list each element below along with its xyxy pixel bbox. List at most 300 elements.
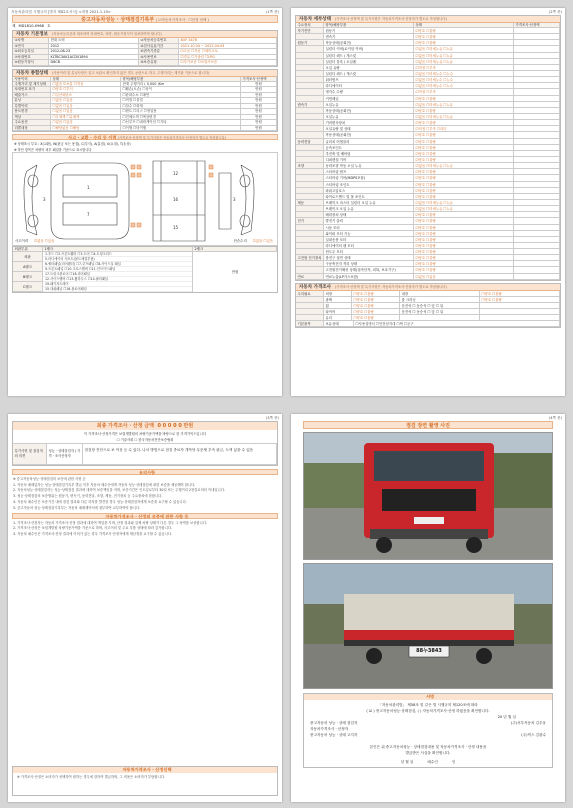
status-label: 리콜대상 bbox=[13, 126, 51, 131]
signer1-label: 중고자동차 성능 · 상태 점검자 bbox=[310, 721, 358, 725]
legend-text: ※ 상태표시 부호 : X(교환), W(판금 또는 용접), C(부식), A(흠집), U(요철), T(손상) bbox=[14, 142, 131, 146]
basic-items-row: 기본품목 보유상태 ☐사용설명서 ☐안전삼각대 ☐잭 ☐공구 bbox=[296, 321, 560, 327]
field-value: 2021.10.04 ~ 2022.04.03 bbox=[179, 44, 277, 49]
detail-category bbox=[296, 243, 324, 248]
simple-repair-value: ☑없음 ☐있음 bbox=[252, 239, 273, 243]
detail-status: ☑양호 ☐불량 bbox=[414, 261, 514, 266]
detail-item: 작동상태(공회전) bbox=[324, 132, 414, 137]
status-value: ☐없음 ☐있음 bbox=[51, 109, 121, 114]
detail-status: ☑없음 ☐미세누유 ☐누유 bbox=[414, 200, 514, 205]
detail-amount bbox=[514, 169, 560, 174]
detail-category bbox=[296, 157, 324, 162]
detail-item: 브레이크 오일 누유 bbox=[324, 206, 414, 211]
detail-status: ☑양호 ☐불량 bbox=[414, 237, 514, 242]
simple-repair-label: 단순수리 bbox=[233, 239, 247, 243]
detail-status: ☑적정 ☐부족 bbox=[414, 89, 514, 94]
section-title: 사고 · 교환 · 수리 등 이력 (가격조사·산정액 및 특기사항은 자동차가격조사·산정자가 별도로 작성합니다) bbox=[12, 134, 278, 140]
detail-status: ☑양호 ☐불량 bbox=[414, 96, 514, 101]
detail-item: 추진축 및 베어링 bbox=[324, 151, 414, 156]
detail-status: ☑없음 ☐미세누유 ☐누유 bbox=[414, 53, 514, 58]
status-amount: 만원 bbox=[241, 120, 277, 125]
notice2-paragraph: 3. 자동차 매수인은 가격조사·산정 결과에 이의가 있는 경우 가격조사·산정자에게 재산정을 요구할 수 있습니다. bbox=[13, 532, 172, 537]
detail-amount bbox=[514, 267, 560, 272]
detail-category: 제동 bbox=[296, 200, 324, 205]
status-amount: 만원 bbox=[241, 109, 277, 114]
detail-category: 조향 bbox=[296, 163, 324, 168]
exterior-item: 12.사이드멤버 ☐13.휠하우스 ☐14.필러패널 bbox=[43, 277, 192, 282]
status-item: ☐이행 ☐미이행 bbox=[121, 126, 241, 131]
field-label: ⑧사용연료 bbox=[139, 55, 179, 60]
section-title: 자동차 기본정보 (자동차등록증과 대조하여 차대번호, 차명, 원동기형식이 일치하여야 합니다) bbox=[13, 31, 277, 38]
status-label: 차대번호 표기 bbox=[13, 87, 51, 92]
detail-amount bbox=[514, 71, 560, 76]
form-title: 중고자동차성능 · 상태점검기록부 ( ☑자동차가격조사 · ☐산정 선택 ) bbox=[12, 15, 278, 23]
detail-item: 오일누유 bbox=[324, 102, 414, 107]
svg-text:15: 15 bbox=[173, 225, 179, 230]
detail-amount bbox=[514, 89, 560, 94]
detail-status: ☑양호 ☐불량 bbox=[414, 169, 514, 174]
notice-paragraph: 3. 성능·상태점검의 보증범위는 원동기, 변속기, 동력전달, 조향, 제동, 전기장치 등 주요장치에 한합니다. bbox=[13, 494, 163, 499]
detail-category bbox=[296, 169, 324, 174]
detail-category bbox=[296, 194, 324, 199]
status-section bbox=[12, 69, 278, 133]
detail-amount bbox=[514, 212, 560, 217]
law-text: 「자동차관리법」 제58조 및 같은 법 시행규칙 제120조에 따라 bbox=[378, 703, 478, 707]
status-value: ☐없음 ☐있음 bbox=[51, 104, 121, 109]
detail-amount bbox=[514, 46, 560, 51]
signer2-label: 자동차가격조사 · 산정자 bbox=[310, 727, 349, 731]
legend-subtext: ※ 하단 항목은 차량의 외부 패널을 기준으로 표시합니다 bbox=[14, 148, 92, 152]
detail-amount bbox=[514, 163, 560, 168]
detail-item: 실린더 블록 / 오일팬 bbox=[324, 59, 414, 64]
receipt-text-2: 발급받은 사실을 확인합니다. bbox=[405, 751, 451, 755]
detail-category: 자기진단 bbox=[296, 28, 324, 33]
detail-status: ☑양호 ☐불량 bbox=[414, 139, 514, 144]
detail-status: ☑없음 ☐미세누유 ☐누유 bbox=[414, 163, 514, 168]
notice-paragraph: 1. 자동차 매매업자는 성능·상태점검기록부 발급 이후 자동차 매수인에게 자동차 성능·상태점검에 대한 보증을 제공해야 합니다. bbox=[13, 482, 196, 487]
status-amount: 만원 bbox=[241, 115, 277, 120]
price-status: ☐양호 ☐불량 bbox=[352, 303, 400, 308]
detail-status: ☑양호 ☐불량 bbox=[414, 231, 514, 236]
detail-item: 라디에이터 bbox=[324, 83, 414, 88]
buyer-label: 매수인 bbox=[427, 760, 438, 764]
detail-item: 연료누출(LP가스포함) bbox=[324, 274, 414, 279]
detail-item: 윈도우 모터 bbox=[324, 249, 414, 254]
notice-paragraph: 5. 중고자동차 성능·상태점검기록부는 자동차 매매계약서에 첨부하여 교부하여야 합니다. bbox=[13, 505, 141, 510]
detail-category bbox=[296, 83, 324, 88]
status-value: ☐없음 ☐있음 bbox=[51, 98, 121, 103]
detail-amount bbox=[514, 83, 560, 88]
price-status: ☐양호 ☐불량 bbox=[352, 291, 400, 296]
doc-number: 제 MD1810-0968 호 bbox=[12, 24, 51, 28]
detail-category bbox=[296, 145, 324, 150]
price-item: 광택 bbox=[324, 297, 352, 302]
detail-amount bbox=[514, 77, 560, 82]
detail-category: 전기 bbox=[296, 218, 324, 223]
detail-status: ☑양호 ☐불량 bbox=[414, 28, 514, 33]
price-status-2 bbox=[480, 303, 560, 308]
signer1-value: (주)서부자동차 김우웅 bbox=[510, 721, 546, 725]
detail-item: 변속기 bbox=[324, 34, 414, 39]
detail-category bbox=[296, 126, 324, 131]
detail-status: ☑적정 ☐부족 ☐과다 bbox=[414, 126, 514, 131]
status-label: 주요옵션 bbox=[13, 120, 51, 125]
basic-info-table bbox=[13, 38, 277, 66]
detail-amount bbox=[514, 157, 560, 162]
detail-amount bbox=[514, 182, 560, 187]
car-panel-diagram-icon bbox=[13, 153, 278, 247]
detail-item: 오일 유량 bbox=[324, 65, 414, 70]
detail-status: ☑양호 ☐불량 bbox=[414, 145, 514, 150]
truck-front-photo-icon bbox=[304, 433, 552, 560]
detail-amount bbox=[514, 65, 560, 70]
signature-section: 서명 「자동차관리법」 제58조 및 같은 법 시행규칙 제120조에 따라 ( ☑ ) 중고자동차성능·상태점검, ( ) 자동차가격조사·산정 하였음을 확인합니다. 20 년 월 일 중고자동차 성능 · 상태 점검자 (주)서부자동차 김우웅 자동차가격조사 · 산정자 중고자동차 성능 · 상태 고지자 (주)빅스 김광수 본인은 위 중고자동차성능 · 상태점검내용 및 자동차가격조사 · 산정 내용을 발급받은 사실을 확인합니다. 년 월 일 매수인 인 bbox=[303, 693, 553, 768]
detail-amount bbox=[514, 139, 560, 144]
detail-item: 라디에이터 팬 모터 bbox=[324, 243, 414, 248]
detail-item: 와이퍼 모터 기능 bbox=[324, 231, 414, 236]
detail-status: ☑양호 ☐불량 bbox=[414, 120, 514, 125]
page-1 bbox=[8, 8, 282, 396]
accident-history-label: 사고이력 bbox=[15, 239, 29, 243]
detail-category bbox=[296, 65, 324, 70]
status-value: ☐없음 ☐있음 bbox=[51, 120, 121, 125]
certification-text: ( ☑ ) 중고자동차성능·상태점검, ( ) 자동차가격조사·산정 하였음을 확인합니다. bbox=[366, 709, 490, 713]
signer3-label: 중고자동차 성능 · 상태 고지자 bbox=[310, 733, 358, 737]
detail-item: 충전구 절연 상태 bbox=[324, 255, 414, 260]
detail-status: ☑양호 ☐불량 bbox=[414, 40, 514, 45]
svg-text:3: 3 bbox=[43, 197, 46, 202]
detail-category bbox=[296, 212, 324, 217]
detail-amount bbox=[514, 261, 560, 266]
status-label: 배출가스 bbox=[13, 93, 51, 98]
detail-category bbox=[296, 237, 324, 242]
detail-amount bbox=[514, 255, 560, 260]
detail-category: 동력전달 bbox=[296, 139, 324, 144]
field-label: ①차명 bbox=[13, 38, 49, 43]
exterior-item: 5.라디에이터 서포트(볼트체결부품) bbox=[43, 257, 192, 262]
detail-status: ☑없음 ☐미세누유 ☐누유 bbox=[414, 59, 514, 64]
exterior-item: 6.쿼터패널(리어펜더) ☐7.루프패널 ☐8.사이드실 패널 bbox=[43, 262, 192, 267]
notice-text bbox=[8, 477, 282, 510]
detail-status: ☑양호 ☐불량 bbox=[414, 108, 514, 113]
detail-status: ☑양호 ☐불량 bbox=[414, 157, 514, 162]
detail-amount bbox=[514, 225, 560, 230]
detail-amount bbox=[514, 206, 560, 211]
final-note: 이 가격조사·산정가격은 보험개발원의 차량기준가액을 바탕으로 한 가격가이드입니다 bbox=[84, 432, 206, 436]
field-value: D6CB bbox=[49, 60, 139, 65]
field-value: KLTBC3AK1ACD01894 bbox=[49, 55, 139, 60]
detail-category bbox=[296, 267, 324, 272]
field-value: ☑수동 ☐자동 ☐세미오토 bbox=[179, 49, 277, 54]
detail-item: 오일유량 및 상태 bbox=[324, 126, 414, 131]
detail-item: 스티어링 조인트 bbox=[324, 182, 414, 187]
price-category: 수리필요 bbox=[296, 291, 324, 296]
status-value: ☐일산화탄소 bbox=[51, 93, 121, 98]
notice-title: 유의사항 bbox=[12, 469, 278, 475]
rank-label: B랭크 bbox=[13, 272, 42, 282]
detail-section bbox=[295, 15, 561, 281]
detail-item: 실린더 헤드 / 개스킷 bbox=[324, 71, 414, 76]
detail-amount bbox=[514, 200, 560, 205]
price-item: 휠 bbox=[324, 303, 352, 308]
status-item: ☐탄화수소 ☐매연 bbox=[121, 93, 241, 98]
svg-text:3: 3 bbox=[233, 197, 236, 202]
status-label: 튜닝 bbox=[13, 98, 51, 103]
detail-category bbox=[296, 151, 324, 156]
detail-amount bbox=[514, 96, 560, 101]
detail-category bbox=[296, 114, 324, 119]
status-amount: 만원 bbox=[241, 126, 277, 131]
detail-item: 스티어링 펌프 bbox=[324, 169, 414, 174]
basic-info-row bbox=[13, 60, 277, 66]
price-status: ☐양호 ☐불량 bbox=[352, 297, 400, 302]
detail-status: ☑없음 ☐미세누유 ☐누유 bbox=[414, 114, 514, 119]
status-item: ☐적법 ☐불법 bbox=[121, 98, 241, 103]
detail-amount bbox=[514, 194, 560, 199]
status-table bbox=[13, 82, 277, 132]
detail-item: 클러치 어셈블리 bbox=[324, 139, 414, 144]
detail-category bbox=[296, 249, 324, 254]
special-notes-row: 특기사항 및 점검자의 의견 성능 · 상태점검자 / 가격 · 조사산정자 점검장 진단으로 보 이상 등 수 있다. 나서 방법으로 점검 종료자 개목당 무문제 부속 판금, 도색 있을 수 있음 bbox=[13, 443, 277, 465]
field-label: ②자동차등록번호 bbox=[139, 38, 179, 43]
detail-status: ☑없음 ☐미세누수 ☐누수 bbox=[414, 71, 514, 76]
detail-item: 고전원전기배선 상태(접속단자, 피복, 보호기구) bbox=[324, 267, 414, 272]
detail-amount bbox=[514, 237, 560, 242]
price-status: ☐양호 ☐불량 bbox=[352, 309, 400, 314]
detail-item: 배력장치 상태 bbox=[324, 212, 414, 217]
status-item: 현재 주행거리 ( 0,000 )Km bbox=[121, 82, 241, 87]
price-item: 유리 bbox=[324, 315, 352, 320]
field-value: 2012 bbox=[49, 44, 139, 49]
notice-paragraph: ※ 중고자동차성능·상태점검의 보증에 관한 사항 등 bbox=[13, 477, 86, 481]
detail-category bbox=[296, 46, 324, 51]
detail-status: ☑양호 ☐불량 bbox=[414, 255, 514, 260]
section-title: 자동차 종합상태 (사용이력 및 튜닝사항은 입고 보관시 확인하지 않은 경우 공란으로 하고, 주행거리는 계기판 기준으로 합니다) bbox=[13, 70, 277, 77]
truck-rear-photo-icon bbox=[304, 564, 552, 689]
notice-paragraph: 4. 자동차 매수인은 보증기간 내에 점검 결과와 다른 하자를 발견한 경우 성능·상태점검자에게 보증을 요구할 수 있습니다. bbox=[13, 499, 187, 504]
truck-front-photo bbox=[303, 432, 553, 560]
detail-category: 변속기 bbox=[296, 102, 324, 107]
detail-item: 파워고압호스 bbox=[324, 188, 414, 193]
detail-status: ☑양호 ☐불량 bbox=[414, 194, 514, 199]
photo-title: 점검 장면 촬영 사진 bbox=[303, 421, 553, 429]
detail-amount bbox=[514, 34, 560, 39]
status-value: ☐많음 ☑보통 ☐적음 bbox=[51, 82, 121, 87]
field-value: 현대 트럭 bbox=[49, 38, 139, 43]
seal-text: 인 bbox=[451, 760, 456, 764]
detail-status: ☑없음 ☐미세누수 ☐누수 bbox=[414, 77, 514, 82]
detail-category bbox=[296, 77, 324, 82]
price-category bbox=[296, 297, 324, 302]
field-label: ⑦차대번호 bbox=[13, 55, 49, 60]
detail-item: 오일누유 bbox=[324, 114, 414, 119]
detail-status: ☑양호 ☐불량 bbox=[414, 132, 514, 137]
price-survey-selection: 자동차가격조사 · 산정선택 ※ 가격조사·산정은 소비자가 선택하여 원하는 경우에 한하여 발급하며, 그 비용은 소비자가 부담합니다. bbox=[12, 766, 278, 796]
license-plate: 88누3843 bbox=[416, 648, 442, 654]
notice2-paragraph: 2. 가격조사·산정은 보험개발원 차량기준가액을 기준으로 하며, 사고이력 및 주요 부품 상태에 따라 감가합니다. bbox=[13, 526, 172, 531]
detail-item: 발전기 출력 bbox=[324, 218, 414, 223]
status-value: ☑양호 ☐부식 bbox=[51, 87, 121, 92]
status-row bbox=[13, 126, 277, 132]
field-label: ③연식 bbox=[13, 44, 49, 49]
receipt-text: 본인은 위 중고자동차성능 · 상태점검내용 및 자동차가격조사 · 산정 내용을 bbox=[369, 745, 487, 749]
status-amount: 만원 bbox=[241, 98, 277, 103]
status-label: 특별이력 bbox=[13, 104, 51, 109]
detail-status: ☑양호 ☐불량 bbox=[414, 225, 514, 230]
detail-item: 원동기 bbox=[324, 28, 414, 33]
detail-status: ☑양호 ☐불량 bbox=[414, 151, 514, 156]
price-item: 타이어 bbox=[324, 309, 352, 314]
detail-item: 워터펌프 bbox=[324, 77, 414, 82]
field-label: ⑩보증유형 bbox=[139, 60, 179, 65]
detail-item: 실린더 헤드 / 개스킷 bbox=[324, 53, 414, 58]
detail-amount bbox=[514, 274, 560, 279]
detail-category bbox=[296, 231, 324, 236]
detail-item: 디퍼렌셜 기어 bbox=[324, 157, 414, 162]
status-item: ☐렌트 ☐리스 ☐영업용 bbox=[121, 109, 241, 114]
status-value: ☐해당없음 ☐해당 bbox=[51, 126, 121, 131]
notice-paragraph: 2. 자동차성능·상태점검자는 성능·상태점검 결과에 대하여 보증책임을 지며, 보증기간은 인도일로부터 30일 또는 주행거리 2천킬로미터 이내입니다. bbox=[13, 488, 225, 493]
detail-amount bbox=[514, 145, 560, 150]
detail-amount bbox=[514, 59, 560, 64]
detail-status: ☑없음 ☐미세누유 ☐누유 bbox=[414, 206, 514, 211]
exterior-item: 15.대쉬패널 ☐16.플로어패널 bbox=[43, 287, 192, 292]
field-value: ☑경유 ☐가솔린 ☐LPG bbox=[179, 55, 277, 60]
notice2-paragraph: 1. 가격조사·산정자는 자동차 가격조사·산정 결과에 대하여 책임을 지며, 산정 결과와 실제 차량 상태가 다른 경우 그 차액을 보상합니다. bbox=[13, 520, 207, 525]
exterior-amount: 만원 bbox=[231, 269, 239, 274]
signer3-value: (주)빅스 김광수 bbox=[521, 733, 546, 737]
special-notes-text: 점검장 진단으로 보 이상 등 수 있다. 나서 방법으로 점검 종료자 개목당 무문제 부속 판금, 도색 있을 수 있음 bbox=[83, 444, 277, 464]
price-item-2: 운전석 ☐ 동승석 ☐ 앞 ☐ 뒤 bbox=[400, 303, 480, 308]
detail-item: 시동 모터 bbox=[324, 225, 414, 230]
field-label: ⑤최초등록일 bbox=[13, 49, 49, 54]
detail-status: ☑양호 ☐불량 bbox=[414, 182, 514, 187]
detail-amount bbox=[514, 218, 560, 223]
status-item: ☐침수 ☐화재 bbox=[121, 104, 241, 109]
exterior-panel-table: 외판부위 1랭크 2랭크 외판 A랭크 B랭크 C랭크 1.후드 ☐2.프론트휀더 ☐3.도어 ☐4.트렁크리드 5.라디에이터 서포트(볼트체결부품) 6.쿼터패널(리어펜더) ☐7.루프패널 ☐8.사이드실 패널 9.프론트패널 ☐10.크로스멤버 ☐11.인사이드패널 17.트렁크플로어 ☐18.리어패널 12.사이드멤버 ☐13.휠하우스 ☐14.필러패널 19.패키지트레이 15.대쉬패널 ☐16.플로어패널 만원 bbox=[12, 246, 278, 293]
field-label: ④검사유효기간 bbox=[139, 44, 179, 49]
exterior-item: 9.프론트패널 ☐10.크로스멤버 ☐11.인사이드패널 bbox=[43, 267, 192, 272]
detail-status: ☑양호 ☐불량 bbox=[414, 212, 514, 217]
detail-status: ☑양호 ☐불량 bbox=[414, 34, 514, 39]
basic-info-section bbox=[12, 30, 278, 67]
price-status-2: ☐양호 ☐불량 bbox=[480, 291, 560, 296]
rank-label: 외판 bbox=[13, 252, 42, 262]
detail-category bbox=[296, 225, 324, 230]
detail-category: 고전원 전기장치 bbox=[296, 255, 324, 260]
price-item-2: 운전석 ☐ 동승석 ☐ 앞 ☐ 뒤 bbox=[400, 309, 480, 314]
status-label: 주행거리 및 계기상태 bbox=[13, 82, 51, 87]
price-category bbox=[296, 315, 324, 320]
detail-category bbox=[296, 59, 324, 64]
detail-amount bbox=[514, 231, 560, 236]
detail-status: ☑없음 ☐미세누유 ☐누유 bbox=[414, 102, 514, 107]
page-2 bbox=[291, 8, 565, 396]
car-diagram bbox=[12, 152, 278, 246]
price-status-2 bbox=[480, 315, 560, 320]
detail-amount bbox=[514, 175, 560, 180]
price-category bbox=[296, 309, 324, 314]
accident-section bbox=[12, 134, 278, 152]
detail-item: 등속조인트 bbox=[324, 145, 414, 150]
detail-item: 브레이크 마스터 실린더 오일 누유 bbox=[324, 200, 414, 205]
detail-category bbox=[296, 182, 324, 187]
truck-rear-photo bbox=[303, 563, 553, 689]
detail-category bbox=[296, 132, 324, 137]
detail-item: 커먼레일 bbox=[324, 96, 414, 101]
section-title: 자동차 세부상태 (가격조사·산정액 및 특기사항은 자동차가격조사·산정자가 별도로 작성합니다) bbox=[296, 16, 560, 23]
detail-header-row: 주요장치 항목/해당부품 상태 가격조사·산정액 bbox=[296, 23, 560, 28]
detail-amount bbox=[514, 188, 560, 193]
page-3 bbox=[8, 414, 282, 802]
status-item: ☐전체도색 ☐색상변경 bbox=[121, 115, 241, 120]
final-price-section bbox=[12, 421, 278, 466]
page-4 bbox=[291, 414, 565, 802]
field-label: ⑥변속기종류 bbox=[139, 49, 179, 54]
detail-amount bbox=[514, 120, 560, 125]
detail-item: 작동상태(공회전) bbox=[324, 40, 414, 45]
detail-status: ☑양호 ☐불량 bbox=[414, 175, 514, 180]
price-status: ☐양호 ☐불량 bbox=[352, 315, 400, 320]
detail-status: ☑없음 ☐미세누유 ☐누유 bbox=[414, 46, 514, 51]
detail-amount bbox=[514, 132, 560, 137]
price-item-2: 내장 bbox=[400, 291, 480, 296]
page-number: (2쪽 중) bbox=[548, 10, 562, 14]
accident-history-value: ☑없음 ☐있음 bbox=[34, 239, 55, 243]
section-title: 자동차 가격조사 (가격조사·산정액 및 특기사항은 자동차가격조사·산정자가 별도로 작성합니다) bbox=[296, 284, 560, 291]
detail-status: ☑양호 ☐불량 bbox=[414, 218, 514, 223]
exterior-item: 1.후드 ☐2.프론트휀더 ☐3.도어 ☐4.트렁크리드 bbox=[43, 252, 192, 257]
detail-amount bbox=[514, 108, 560, 113]
detail-status: ☑적정 ☐부족 bbox=[414, 65, 514, 70]
detail-category bbox=[296, 71, 324, 76]
price-item: 외장 bbox=[324, 291, 352, 296]
detail-item: 작동상태(공회전) bbox=[324, 108, 414, 113]
detail-category bbox=[296, 188, 324, 193]
rank-label: C랭크 bbox=[13, 282, 42, 292]
status-amount: 만원 bbox=[241, 87, 277, 92]
detail-amount bbox=[514, 126, 560, 131]
page-header-left: 자동차관리법 시행규칙 [별지 제82호서식] <개정 2021.1.19> bbox=[11, 10, 111, 14]
status-label: 색상 bbox=[13, 115, 51, 120]
field-value: 2012-08-23 bbox=[49, 49, 139, 54]
exterior-item: 17.트렁크플로어 ☐18.리어패널 bbox=[43, 272, 192, 277]
price-category bbox=[296, 303, 324, 308]
detail-amount bbox=[514, 114, 560, 119]
exterior-item: 19.패키지트레이 bbox=[43, 282, 192, 287]
svg-text:7: 7 bbox=[87, 212, 90, 217]
page-number: (3쪽 중) bbox=[265, 416, 279, 420]
final-options: ☐ 기술사회 ☐ 한국자동차진단보증협회 bbox=[116, 438, 174, 442]
detail-amount bbox=[514, 243, 560, 248]
detail-amount bbox=[514, 28, 560, 33]
detail-table bbox=[296, 28, 560, 280]
detail-category bbox=[296, 96, 324, 101]
detail-amount bbox=[514, 40, 560, 45]
notice2-title: 자동차가격조사 · 산정의 보증에 관한 사항 등 bbox=[12, 513, 278, 519]
field-label: ⑨원동기형식 bbox=[13, 60, 49, 65]
rank-label: A랭크 bbox=[13, 262, 42, 272]
detail-category bbox=[296, 108, 324, 113]
detail-category bbox=[296, 34, 324, 39]
price-status-2 bbox=[480, 309, 560, 314]
detail-category bbox=[296, 120, 324, 125]
detail-status: ☑양호 ☐불량 bbox=[414, 249, 514, 254]
detail-status: ☑양호 ☐불량 bbox=[414, 243, 514, 248]
detail-row bbox=[296, 274, 560, 280]
notice2-text bbox=[8, 521, 282, 537]
detail-item: 스티어링 기어(MDPS포함) bbox=[324, 175, 414, 180]
